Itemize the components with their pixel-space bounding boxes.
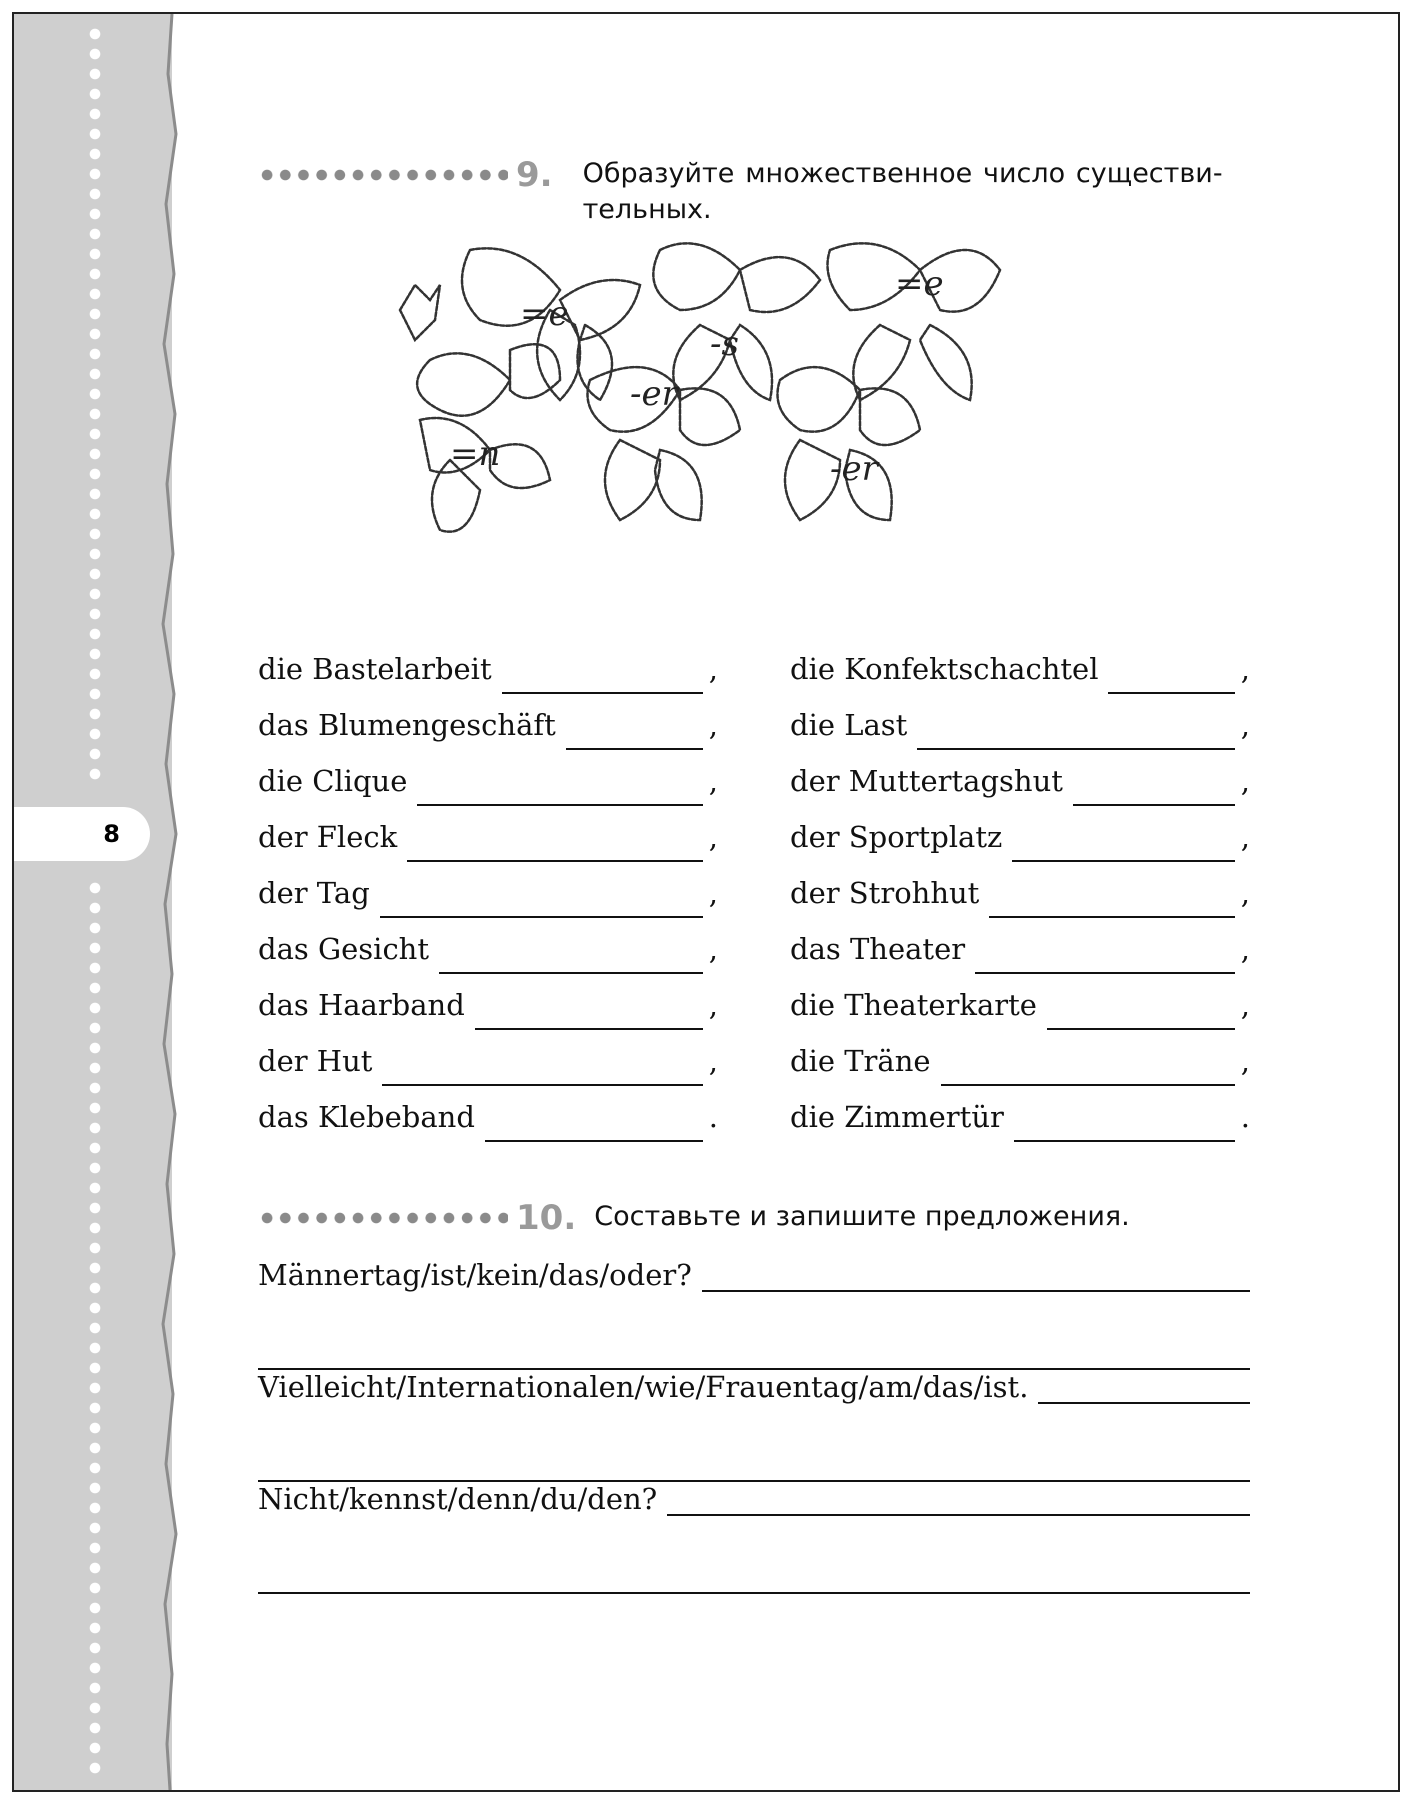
noun: die Zimmertür xyxy=(790,1100,1004,1134)
punctuation: . xyxy=(708,1100,718,1134)
butterflies-illustration xyxy=(360,230,1160,630)
noun: der Strohhut xyxy=(790,876,980,910)
noun: die Konfektschachtel xyxy=(790,652,1099,686)
punctuation: , xyxy=(1240,820,1250,854)
word-row xyxy=(790,820,1250,876)
strip-dots-top xyxy=(88,24,102,786)
word-row xyxy=(258,1100,718,1156)
noun: die Theaterkarte xyxy=(790,988,1037,1022)
answer-blank[interactable] xyxy=(1012,836,1235,862)
task-9-header xyxy=(258,156,1223,228)
word-row xyxy=(790,764,1250,820)
noun: die Last xyxy=(790,708,908,742)
punctuation: , xyxy=(708,652,718,686)
torn-paper-edge xyxy=(150,14,190,1790)
answer-blank[interactable] xyxy=(382,1060,702,1086)
answer-blank[interactable] xyxy=(1014,1116,1235,1142)
answer-blank[interactable] xyxy=(566,724,703,750)
noun: der Fleck xyxy=(258,820,398,854)
punctuation: , xyxy=(1240,988,1250,1022)
punctuation: , xyxy=(708,1044,718,1078)
word-row xyxy=(258,1044,718,1100)
answer-blank[interactable] xyxy=(702,1266,1250,1292)
punctuation: , xyxy=(708,988,718,1022)
punctuation: , xyxy=(708,708,718,742)
noun: der Hut xyxy=(258,1044,373,1078)
punctuation: , xyxy=(1240,876,1250,910)
task-number: 10. xyxy=(516,1198,577,1238)
word-row xyxy=(790,708,1250,764)
word-row xyxy=(258,932,718,988)
word-row xyxy=(790,652,1250,708)
answer-blank[interactable] xyxy=(417,780,702,806)
answer-blank[interactable] xyxy=(439,948,703,974)
task-instruction: Составьте и запишите предложения. xyxy=(594,1201,1130,1232)
punctuation: , xyxy=(1240,1044,1250,1078)
ending-label: =n xyxy=(450,434,501,474)
sentence-exercise-2 xyxy=(258,1370,1250,1482)
word-row xyxy=(790,988,1250,1044)
noun: das Haarband xyxy=(258,988,465,1022)
punctuation: . xyxy=(1240,1100,1250,1134)
scrambled-sentence: Nicht/kennst/denn/du/den? xyxy=(258,1482,658,1516)
answer-line[interactable] xyxy=(258,1410,1250,1482)
word-list-right xyxy=(790,652,1250,1156)
answer-blank[interactable] xyxy=(1108,668,1234,694)
answer-blank[interactable] xyxy=(667,1490,1250,1516)
punctuation: , xyxy=(708,820,718,854)
answer-blank[interactable] xyxy=(1047,1004,1235,1030)
noun: das Gesicht xyxy=(258,932,430,966)
noun: die Bastelarbeit xyxy=(258,652,492,686)
sentence-exercise-3 xyxy=(258,1482,1250,1594)
noun: der Tag xyxy=(258,876,370,910)
answer-blank[interactable] xyxy=(407,836,703,862)
sentence-exercise-1 xyxy=(258,1258,1250,1370)
noun: das Theater xyxy=(790,932,966,966)
word-row xyxy=(258,708,718,764)
word-row xyxy=(790,876,1250,932)
noun: das Blumengeschäft xyxy=(258,708,556,742)
punctuation: , xyxy=(1240,708,1250,742)
task-dots xyxy=(258,1211,508,1225)
noun: der Sportplatz xyxy=(790,820,1003,854)
noun: der Muttertagshut xyxy=(790,764,1063,798)
strip-dots-bottom xyxy=(88,878,102,1778)
answer-line[interactable] xyxy=(258,1298,1250,1370)
word-row xyxy=(258,652,718,708)
punctuation: , xyxy=(1240,652,1250,686)
scrambled-sentence: Männertag/ist/kein/das/oder? xyxy=(258,1258,692,1292)
punctuation: , xyxy=(1240,932,1250,966)
ending-label: =e xyxy=(520,294,569,334)
noun: das Klebeband xyxy=(258,1100,475,1134)
noun: die Träne xyxy=(790,1044,931,1078)
punctuation: , xyxy=(708,764,718,798)
word-row xyxy=(258,988,718,1044)
punctuation: , xyxy=(1240,764,1250,798)
answer-blank[interactable] xyxy=(475,1004,703,1030)
word-row xyxy=(790,932,1250,988)
word-list-left xyxy=(258,652,718,1156)
scrambled-sentence: Vielleicht/Internationalen/wie/Frauentag/am/das/ist. xyxy=(258,1370,1029,1404)
ending-label: -er xyxy=(830,449,878,489)
answer-blank[interactable] xyxy=(1038,1378,1250,1404)
punctuation: , xyxy=(708,932,718,966)
ending-label: =e xyxy=(895,264,944,304)
word-row xyxy=(790,1044,1250,1100)
task-number: 9. xyxy=(516,155,553,195)
answer-blank[interactable] xyxy=(989,892,1234,918)
answer-blank[interactable] xyxy=(1073,780,1235,806)
ending-label: -s xyxy=(710,324,739,364)
word-row xyxy=(258,876,718,932)
answer-line[interactable] xyxy=(258,1522,1250,1594)
punctuation: , xyxy=(708,876,718,910)
word-row xyxy=(258,820,718,876)
answer-blank[interactable] xyxy=(917,724,1234,750)
page-number: 8 xyxy=(14,807,150,861)
answer-blank[interactable] xyxy=(941,1060,1235,1086)
answer-blank[interactable] xyxy=(485,1116,703,1142)
answer-blank[interactable] xyxy=(502,668,703,694)
task-dots xyxy=(258,168,508,182)
word-row xyxy=(790,1100,1250,1156)
word-row xyxy=(258,764,718,820)
task-10-header xyxy=(258,1199,1130,1237)
noun: die Clique xyxy=(258,764,408,798)
answer-blank[interactable] xyxy=(380,892,703,918)
answer-blank[interactable] xyxy=(975,948,1235,974)
ending-label: -er xyxy=(630,374,678,414)
task-instruction: Образуйте множественное число существи-тельных. xyxy=(582,158,1223,225)
